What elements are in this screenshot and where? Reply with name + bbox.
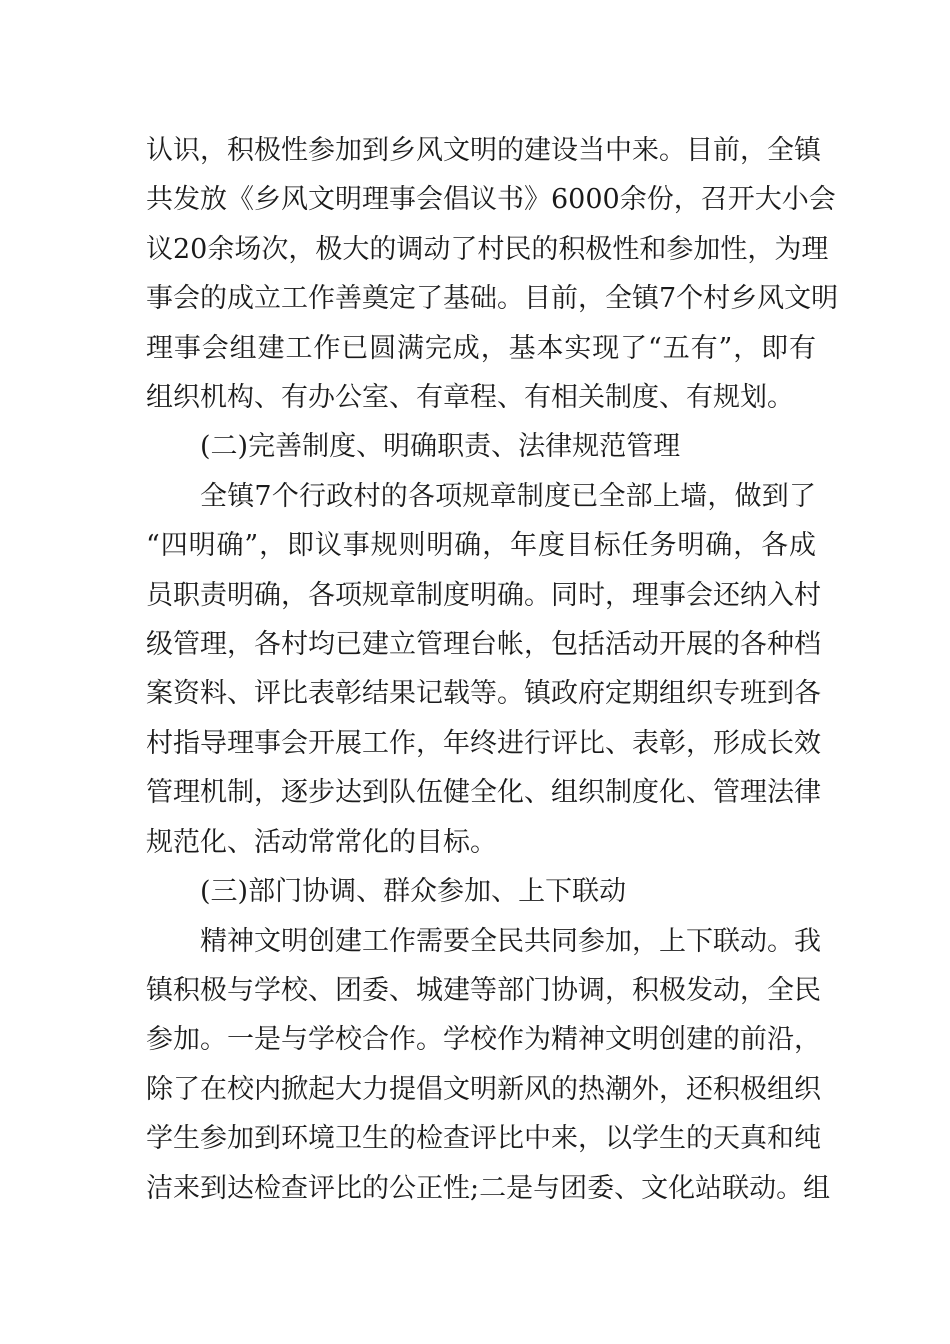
paragraph-line: 全镇7个行政村的各项规章制度已全部上墙，做到了 bbox=[200, 480, 816, 512]
paragraph-line: 规范化、活动常常化的目标。 bbox=[146, 826, 497, 858]
paragraph-line: 议20余场次，极大的调动了村民的积极性和参加性，为理 bbox=[146, 233, 829, 265]
body-text bbox=[146, 126, 839, 1213]
paragraph-line: 村指导理事会开展工作，年终进行评比、表彰，形成长效 bbox=[146, 727, 821, 759]
paragraph-line: 级管理，各村均已建立管理台帐，包括活动开展的各种档 bbox=[146, 629, 821, 661]
paragraph-line: 员职责明确，各项规章制度明确。同时，理事会还纳入村 bbox=[146, 579, 821, 611]
paragraph-line: 认识，积极性参加到乡风文明的建设当中来。目前，全镇 bbox=[146, 135, 821, 166]
paragraph-line: “四明确”，即议事规则明确，年度目标任务明确，各成 bbox=[146, 530, 816, 562]
paragraph-line: 除了在校内掀起大力提倡文明新风的热潮外，还积极组织 bbox=[146, 1073, 821, 1105]
paragraph-line: 组织机构、有办公室、有章程、有相关制度、有规划。 bbox=[146, 382, 794, 414]
paragraph-line: 镇积极与学校、团委、城建等部门协调，积极发动，全民 bbox=[146, 974, 821, 1006]
paragraph-line: 理事会组建工作已圆满完成，基本实现了“五有”，即有 bbox=[146, 332, 816, 364]
paragraph-line: 事会的成立工作善奠定了基础。目前，全镇7个村乡风文明 bbox=[146, 283, 839, 315]
section-heading: (三)部门协调、群众参加、上下联动 bbox=[200, 876, 627, 908]
paragraph-line: 案资料、评比表彰结果记载等。镇政府定期组织专班到各 bbox=[146, 678, 821, 710]
section-heading: (二)完善制度、明确职责、法律规范管理 bbox=[200, 431, 681, 463]
paragraph-line: 精神文明创建工作需要全民共同参加，上下联动。我 bbox=[200, 925, 821, 957]
paragraph-line: 共发放《乡风文明理事会倡议书》6000余份，召开大小会 bbox=[146, 184, 836, 216]
paragraph-line: 参加。一是与学校合作。学校作为精神文明创建的前沿， bbox=[146, 1024, 821, 1056]
paragraph-line: 洁来到达检查评比的公正性;二是与团委、文化站联动。组 bbox=[146, 1172, 831, 1204]
paragraph-line: 学生参加到环境卫生的检查评比中来，以学生的天真和纯 bbox=[146, 1123, 821, 1155]
paragraph-line: 管理机制，逐步达到队伍健全化、组织制度化、管理法律 bbox=[146, 777, 821, 809]
